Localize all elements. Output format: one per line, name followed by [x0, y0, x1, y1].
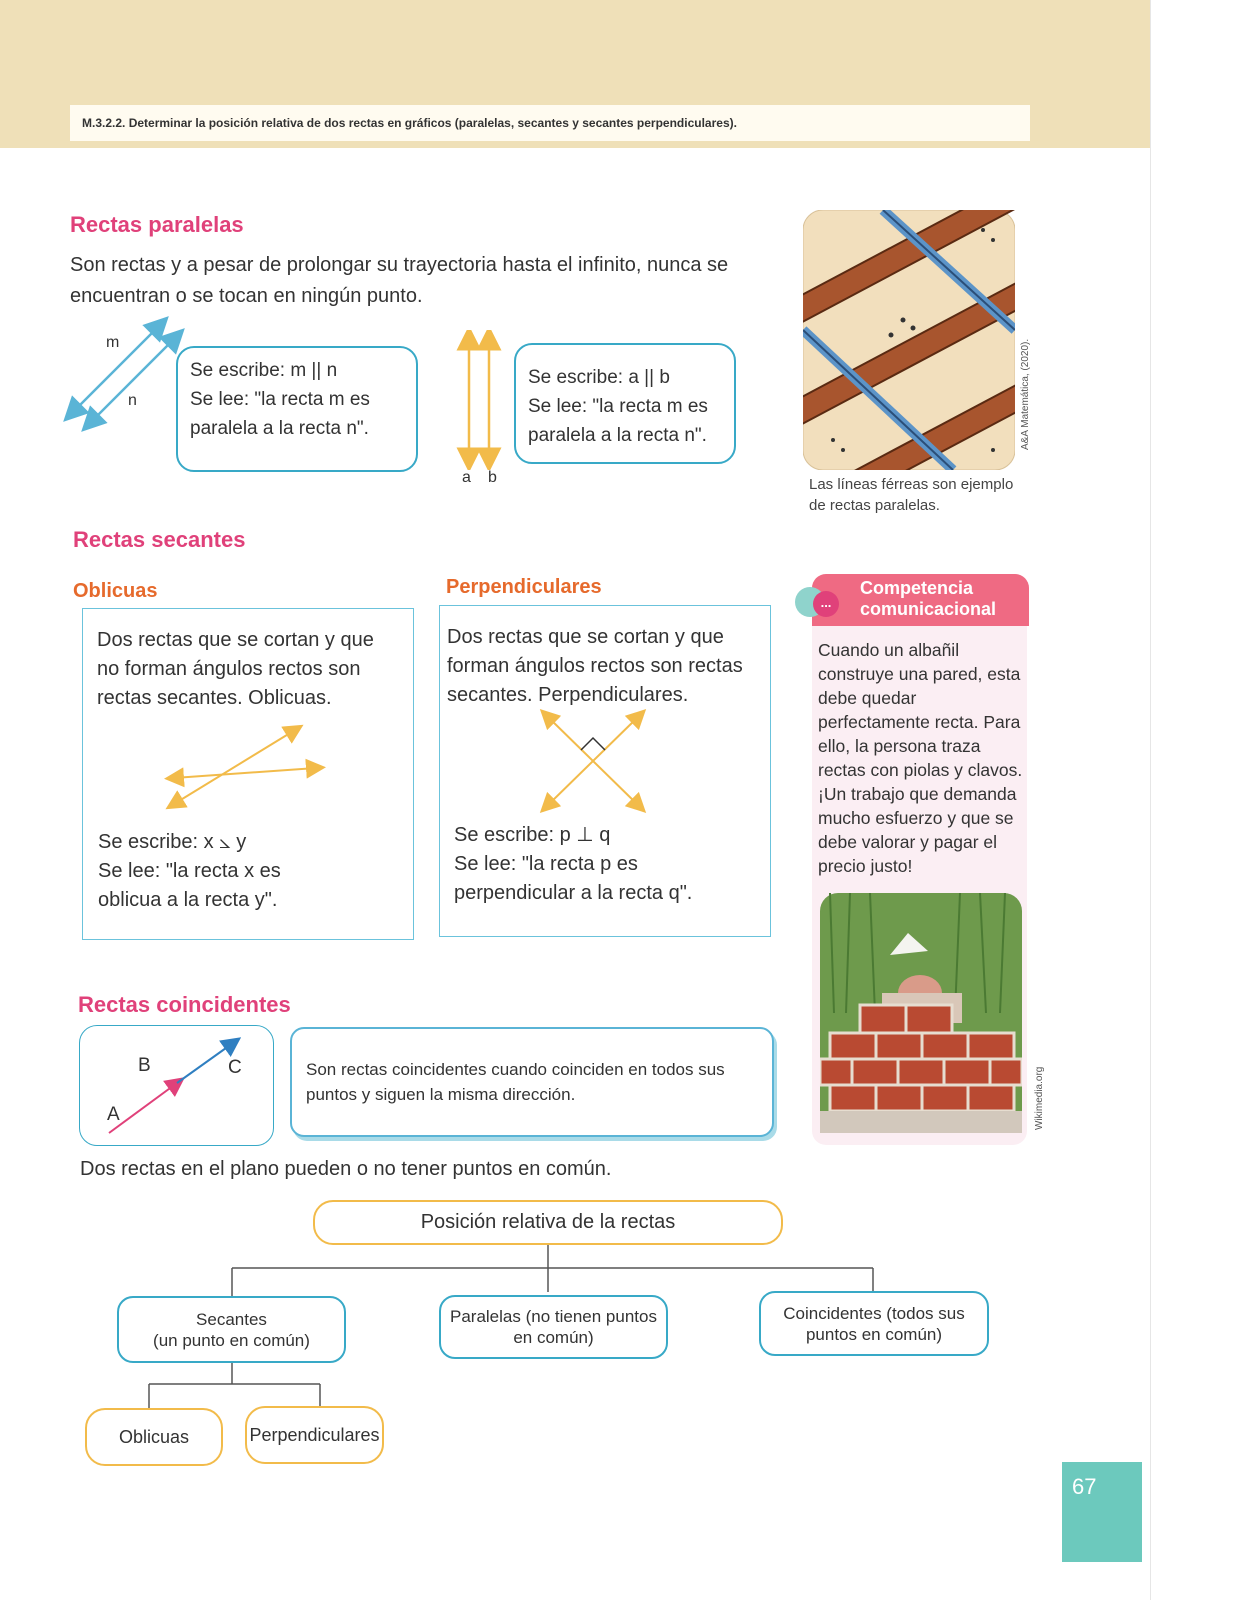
- perpendiculares-reads: Se lee: "la recta p es perpendicular a la recta q".: [454, 853, 693, 904]
- section-title-paralelas: Rectas paralelas: [70, 212, 244, 237]
- point-label-b: B: [138, 1055, 151, 1076]
- point-label-c: C: [228, 1057, 242, 1078]
- tree-root: Posición relativa de la rectas: [313, 1200, 783, 1245]
- label-b: b: [488, 469, 497, 486]
- parallel-lines-ab-figure: [456, 330, 506, 470]
- skill-standard: M.3.2.2. Determinar la posición relativa de dos rectas en gráficos (paralelas, secantes y secantes perpendiculares).: [70, 105, 1030, 141]
- tree-node-coincidentes: Coincidentes (todos sus puntos en común): [759, 1291, 989, 1356]
- label-n: n: [128, 392, 137, 409]
- oblicuas-description: Dos rectas que se cortan y que no forman ángulos rectos son rectas secantes. Oblicuas.: [97, 629, 374, 709]
- page-margin: [1150, 0, 1236, 1600]
- label-m: m: [106, 334, 120, 351]
- bricklayer-photo: [820, 893, 1022, 1133]
- perpendiculares-description: Dos rectas que se cortan y que forman ángulos rectos son rectas secantes. Perpendiculares.: [447, 626, 743, 706]
- notation-writes: Se escribe: m || n: [190, 360, 338, 381]
- page-number: 67: [1072, 1474, 1097, 1499]
- notation-box-ab: [514, 343, 736, 464]
- parallel-lines-mn-figure: [60, 315, 190, 435]
- competencia-text: Cuando un albañil construye una pared, esta debe quedar perfectamente recta. Para ello, la persona traza rectas con piolas y clavos. ¡Un trabajo que demanda mucho esfuerzo y que se debe valorar y pagar el precio justo!: [818, 640, 1023, 876]
- speech-bubble-icon: [792, 580, 842, 630]
- oblicuas-writes: Se escribe: x ⦣ y: [98, 831, 247, 853]
- paralelas-description: Son rectas y a pesar de prolongar su trayectoria hasta el infinito, nunca se encuentran o se tocan en ningún punto.: [70, 254, 729, 307]
- section-title-coincidentes: Rectas coincidentes: [78, 992, 291, 1017]
- competencia-title: Competencia comunicacional: [860, 578, 997, 619]
- notation-reads: Se lee: "la recta m es paralela a la recta n".: [528, 396, 708, 446]
- section-title-secantes: Rectas secantes: [73, 527, 246, 552]
- oblique-lines-figure: [160, 720, 330, 815]
- tree-node-oblicuas: Oblicuas: [85, 1408, 223, 1466]
- coincident-definition: Son rectas coincidentes cuando coinciden en todos sus puntos y siguen la misma dirección.: [306, 1060, 725, 1104]
- svg-text:...: ...: [820, 595, 832, 610]
- notation-writes: Se escribe: a || b: [528, 367, 670, 388]
- tree-node-secantes: Secantes (un punto en común): [117, 1296, 346, 1363]
- notation-reads: Se lee: "la recta m es paralela a la recta n".: [190, 389, 370, 439]
- oblicuas-reads: Se lee: "la recta x es oblicua a la recta y".: [98, 860, 281, 911]
- notation-box-mn: [176, 346, 418, 472]
- summary-text: Dos rectas en el plano pueden o no tener puntos en común.: [80, 1158, 612, 1180]
- subtitle-oblicuas: Oblicuas: [73, 580, 158, 602]
- perpendiculares-writes: Se escribe: p ⊥ q: [454, 824, 611, 846]
- subtitle-perpendiculares: Perpendiculares: [446, 576, 602, 598]
- railway-photo-credit: A&A Matemática, (2020).: [1020, 338, 1031, 450]
- tree-node-paralelas: Paralelas (no tienen puntos en común): [439, 1295, 668, 1359]
- perpendicular-lines-figure: [535, 706, 655, 816]
- bricklayer-photo-credit: Wikimedia.org: [1034, 1066, 1045, 1130]
- tree-node-perpendiculares: Perpendiculares: [245, 1406, 384, 1464]
- point-label-a: A: [107, 1104, 120, 1125]
- railway-photo: [803, 210, 1015, 470]
- railway-photo-caption: Las líneas férreas son ejemplo de rectas paralelas.: [809, 476, 1014, 514]
- label-a: a: [462, 469, 471, 486]
